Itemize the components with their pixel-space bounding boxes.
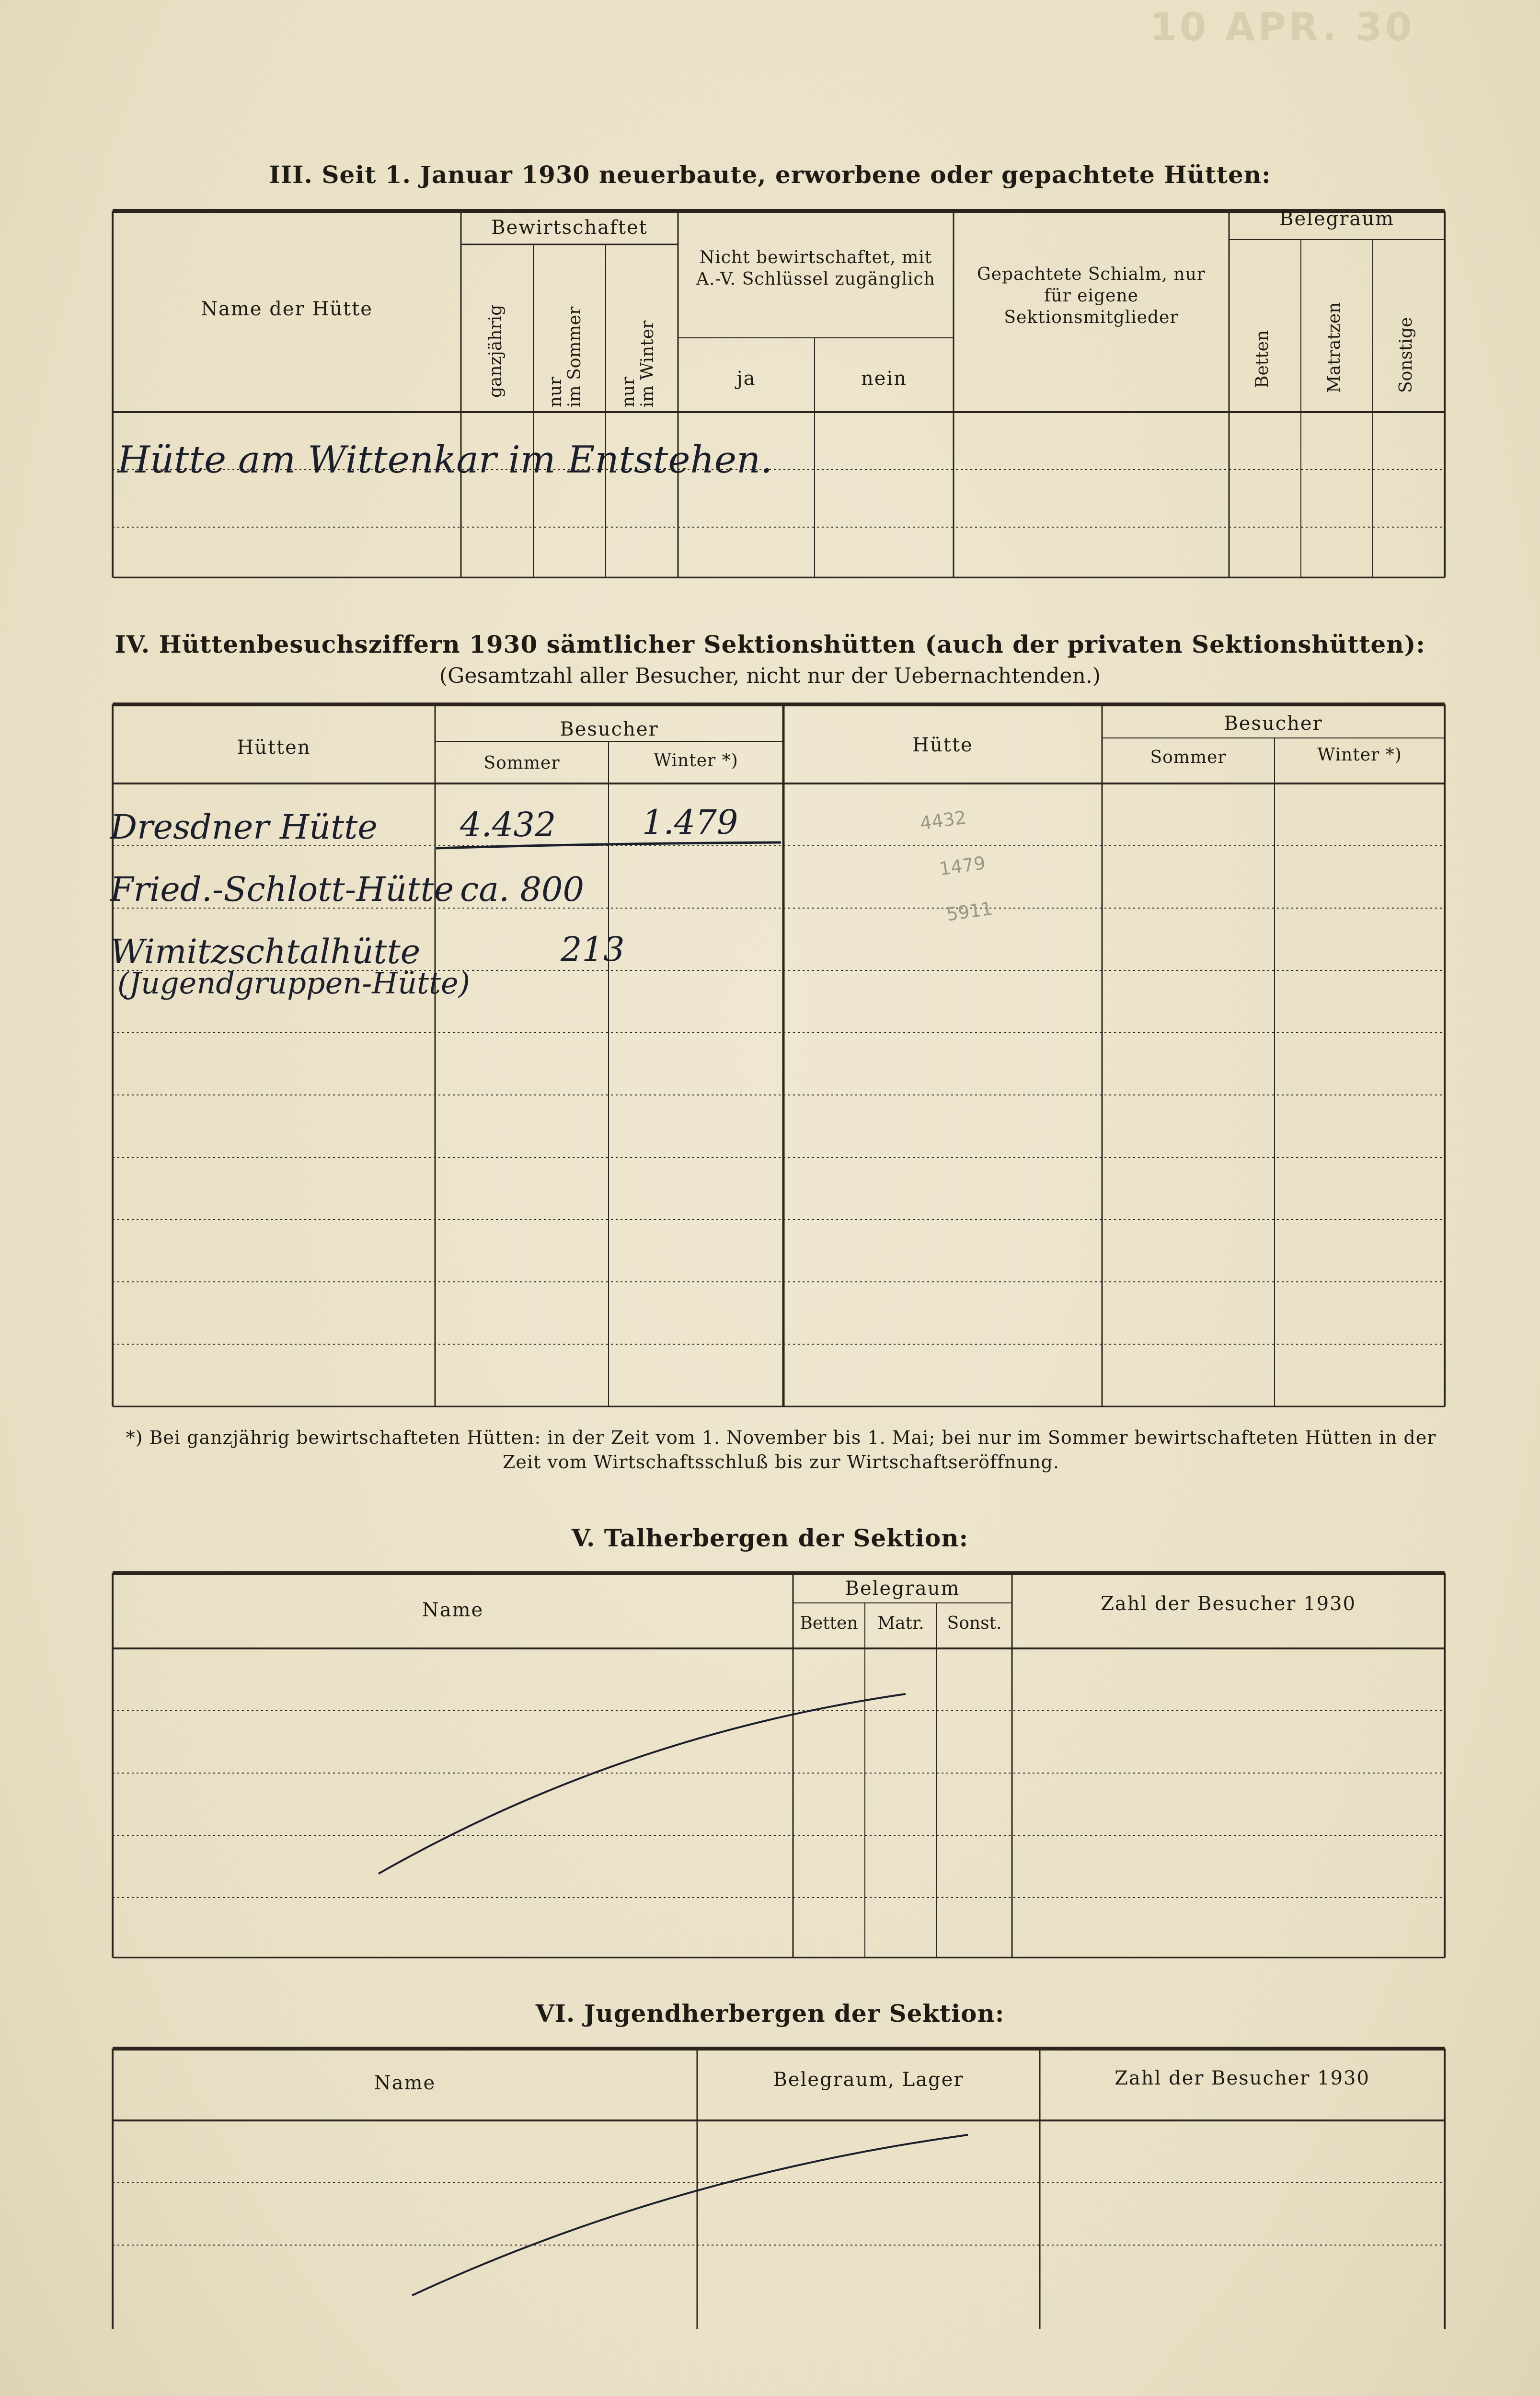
received-stamp: 10 APR. 30 — [1150, 5, 1415, 49]
s6-col-name: Name — [374, 2072, 436, 2094]
s4-col-besucher2: Besucher — [1224, 713, 1323, 735]
s4-col-sommer2: Sommer — [1150, 748, 1227, 767]
s6-col-zahl: Zahl der Besucher 1930 — [1115, 2067, 1370, 2089]
s3-col-winter — [619, 321, 657, 407]
s4-pencil-note-3: 5911 — [945, 898, 994, 925]
s4-col-huetten: Hütten — [237, 737, 311, 759]
s4-col-huette: Hütte — [912, 734, 973, 756]
section4-subtitle: (Gesamtzahl aller Besucher, nicht nur der Uebernachtenden.) — [439, 664, 1101, 688]
s3-col-ganzjaehrig: ganzjährig — [486, 304, 506, 398]
s3-col-sonstige: Sonstige — [1396, 317, 1416, 393]
s3-col-betten: Betten — [1253, 330, 1272, 388]
s4-row1-winter: 1.479 — [642, 803, 738, 842]
s3-col-bewirtschaftet: Bewirtschaftet — [491, 217, 648, 239]
strike-through-section6 — [412, 2135, 968, 2295]
s3-col-gepachtet: Gepachtete Schialm, nur für eigene Sektionsmitglieder — [977, 265, 1206, 327]
section4-title: IV. Hüttenbesuchsziffern 1930 sämtlicher Sektionshütten (auch der privaten Sektionshütten): — [115, 630, 1425, 658]
s3-col-belegraum: Belegraum — [1279, 208, 1394, 230]
section3-title: III. Seit 1. Januar 1930 neuerbaute, erworbene oder gepachtete Hütten: — [269, 161, 1271, 189]
s3-col-ja: ja — [736, 368, 756, 390]
s4-row3-sommer: 213 — [561, 930, 625, 969]
s3-col-winter-line1: nur — [619, 377, 638, 407]
s5-col-zahl: Zahl der Besucher 1930 — [1101, 1593, 1356, 1615]
s4-col-sommer: Sommer — [483, 753, 560, 773]
s4-col-winter2: Winter *) — [1317, 745, 1402, 765]
s3-handwritten-entry: Hütte am Wittenkar im Entstehen. — [117, 438, 773, 482]
s4-col-winter: Winter *) — [654, 751, 738, 771]
s3-col-sommer-line1: nur — [546, 377, 565, 407]
s3-col-sommer — [546, 307, 584, 407]
s4-col-besucher: Besucher — [560, 718, 659, 740]
s3-col-name: Name der Hütte — [201, 298, 373, 320]
s4-row1-sommer: 4.432 — [460, 805, 556, 844]
strike-through-section5 — [379, 1694, 906, 1874]
s4-row3-name: Wimitzschtalhütte — [110, 932, 421, 971]
s6-col-belegraum: Belegraum, Lager — [773, 2069, 964, 2091]
s5-col-name: Name — [422, 1599, 484, 1621]
section5-title: V. Talherbergen der Sektion: — [571, 1524, 969, 1552]
s4-pencil-note-1: 4432 — [919, 806, 968, 834]
s4-row2-sommer: ca. 800 — [460, 870, 585, 909]
s3-col-nein: nein — [861, 368, 907, 390]
s3-col-sommer-line2: im Sommer — [564, 306, 585, 407]
section6-title: VI. Jugendherbergen der Sektion: — [535, 1999, 1005, 2027]
s4-pencil-note-2: 1479 — [938, 852, 987, 880]
s5-col-betten: Betten — [800, 1613, 858, 1633]
s5-col-matr: Matr. — [877, 1613, 924, 1633]
s4-row4-name: (Jugendgruppen-Hütte) — [117, 966, 470, 1001]
s3-col-winter-line2: im Winter — [637, 320, 657, 407]
footnote: *) Bei ganzjährig bewirtschafteten Hütten: in der Zeit vom 1. November bis 1. Mai; bei nur im Sommer bewirtschafteten Hütten in der Zeit vom Wirtschaftsschluß bis zur Wirtschaftseröffnung. — [126, 1427, 1437, 1473]
s4-row1-name: Dresdner Hütte — [110, 807, 378, 847]
s5-col-belegraum: Belegraum — [845, 1578, 960, 1600]
s5-col-sonst: Sonst. — [947, 1613, 1002, 1633]
s3-col-matratzen: Matratzen — [1324, 302, 1344, 393]
s4-row2-name: Fried.-Schlott-Hütte — [110, 870, 454, 909]
s3-col-nicht-bew: Nicht bewirtschaftet, mit A.-V. Schlüssel zugänglich — [696, 248, 935, 289]
